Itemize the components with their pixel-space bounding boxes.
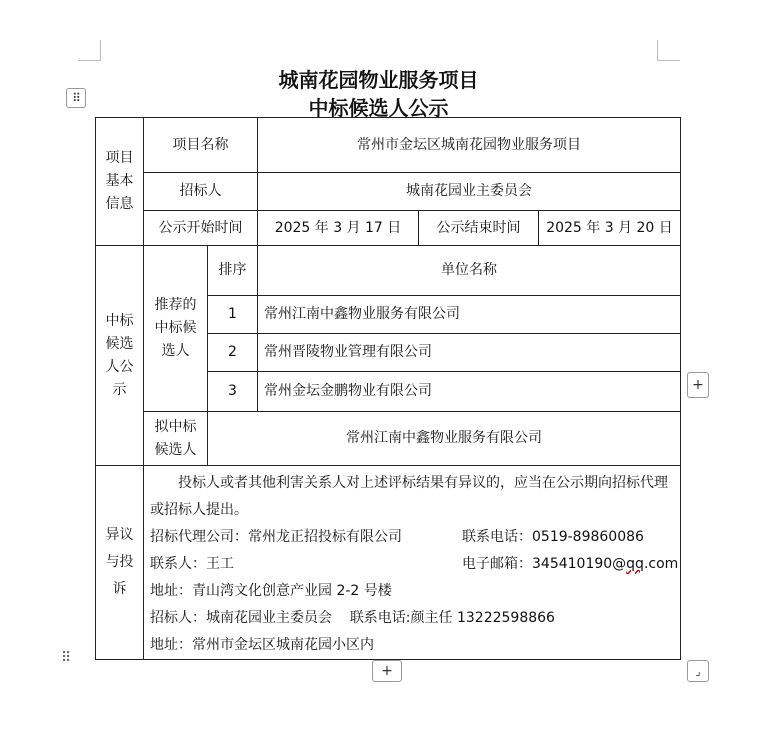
table-move-handle-icon[interactable]: ⠿ [66,88,86,108]
document-subtitle: 中标候选人公示 [308,96,449,120]
project-name-value: 常州市金坛区城南花园物业服务项目 [258,118,681,173]
rank-header: 排序 [208,246,258,296]
contact-line: 联系人：王工 电子邮箱：345410190@qq.com [150,556,679,572]
unit-name-cell: 常州金坛金鹏物业有限公司 [258,372,681,412]
agent-line: 招标代理公司：常州龙正招投标有限公司 联系电话：0519-89860086 [150,529,644,545]
candidates-section-label: 中标 候选 人公 示 [96,246,144,466]
page-corner-top-right [657,40,680,61]
table-resize-handle-icon[interactable]: ⌟ [687,660,709,682]
email-address: 345410190@qq.com [532,556,679,572]
objection-content [144,466,681,660]
proposed-candidate-value: 常州江南中鑫物业服务有限公司 [208,412,681,466]
announcement-table [95,117,681,660]
row-drag-handle-icon[interactable]: ⠿ [61,650,72,666]
end-time-label: 公示结束时间 [419,211,539,246]
document-title: 城南花园物业服务项目 [278,68,479,92]
rank-cell: 2 [208,334,258,372]
tenderer-address-line: 地址：常州市金坛区城南花园小区内 [150,637,374,653]
unit-name-header: 单位名称 [258,246,681,296]
unit-name-cell: 常州江南中鑫物业服务有限公司 [258,296,681,334]
objection-intro: 投标人或者其他利害关系人对上述评标结果有异议的，应当在公示期向招标代理或招标人提出。 [150,475,668,518]
recommended-candidates-label: 推荐的 中标候 选人 [144,246,208,412]
start-time-value: 2025 年 3 月 17 日 [258,211,419,246]
page-corner-top-left [78,40,101,61]
start-time-label: 公示开始时间 [144,211,258,246]
project-section-label: 项目 基本 信息 [96,118,144,246]
tenderer-label: 招标人 [144,173,258,211]
project-name-label: 项目名称 [144,118,258,173]
tenderer-value: 城南花园业主委员会 [258,173,681,211]
add-column-button[interactable]: + [687,372,709,398]
rank-cell: 3 [208,372,258,412]
tenderer-contact-line: 招标人：城南花园业主委员会 联系电话:颜主任 13222598866 [150,610,555,626]
unit-name-cell: 常州晋陵物业管理有限公司 [258,334,681,372]
rank-cell: 1 [208,296,258,334]
proposed-candidate-label: 拟中标 候选人 [144,412,208,466]
agent-address-line: 地址：青山湾文化创意产业园 2-2 号楼 [150,583,392,599]
add-row-button[interactable]: + [372,660,402,682]
objection-section-label: 异议 与投 诉 [96,466,144,660]
end-time-value: 2025 年 3 月 20 日 [539,211,681,246]
